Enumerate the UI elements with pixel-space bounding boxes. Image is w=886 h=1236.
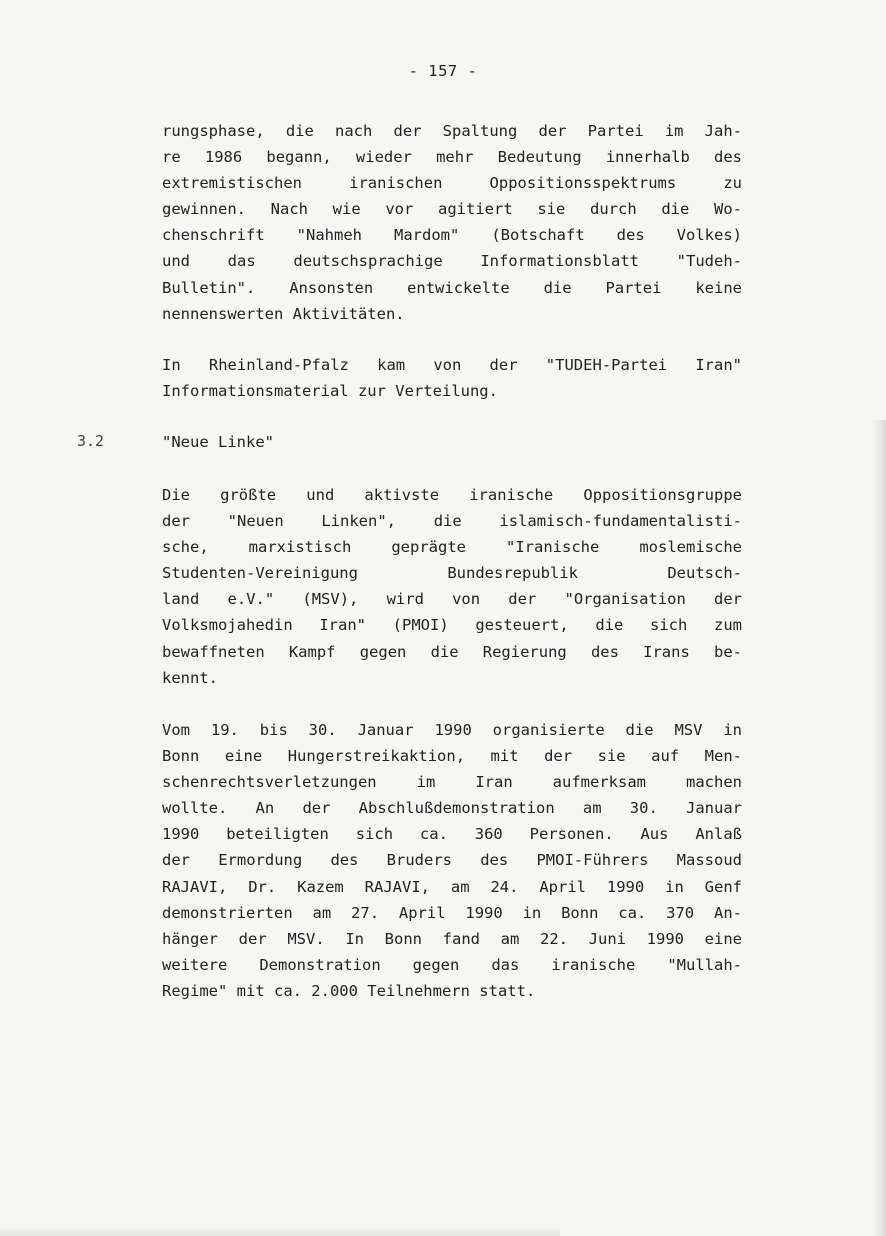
text-line: Regime" mit ca. 2.000 Teilnehmern statt.	[162, 981, 536, 1000]
text-line: Informationsmaterial zur Verteilung.	[162, 382, 498, 401]
text-line: wollte. An der Abschlußdemonstration am 30. Januar	[162, 799, 742, 818]
text-line: der "Neuen Linken", die islamisch-fundamentalisti-	[162, 512, 742, 531]
section-number: 3.2	[77, 432, 105, 450]
text-line: Die größte und aktivste iranische Oppositionsgruppe	[162, 486, 742, 504]
text-line: Bulletin". Ansonsten entwickelte die Partei keine	[162, 278, 742, 297]
text-line: schenrechtsverletzungen im Iran aufmerksam machen	[162, 773, 742, 792]
text-line: In Rheinland-Pfalz kam von der "TUDEH-Partei Iran"	[162, 356, 742, 374]
text-line: 1990 beteiligten sich ca. 360 Personen. Aus Anlaß	[162, 825, 742, 844]
text-line: gewinnen. Nach wie vor agitiert sie durch die Wo-	[162, 200, 742, 219]
text-line: Studenten-Vereinigung Bundesrepublik Deutsch-	[162, 564, 742, 583]
text-line: rungsphase, die nach der Spaltung der Partei im Jah-	[162, 122, 742, 140]
paragraph-rheinland-pfalz	[162, 352, 742, 404]
page-bottom-shadow	[0, 1226, 560, 1236]
text-line: Vom 19. bis 30. Januar 1990 organisierte die MSV in	[162, 721, 742, 739]
text-line: demonstrierten am 27. April 1990 in Bonn ca. 370 An-	[162, 903, 742, 922]
text-line: bewaffneten Kampf gegen die Regierung des Irans be-	[162, 642, 742, 661]
text-line: der Ermordung des Bruders des PMOI-Führers Massoud	[162, 851, 742, 870]
paragraph-neue-linke	[162, 482, 742, 691]
text-line: re 1986 begann, wieder mehr Bedeutung innerhalb des	[162, 148, 742, 167]
text-line: sche, marxistisch geprägte "Iranische moslemische	[162, 538, 742, 557]
text-line: weitere Demonstration gegen das iranische "Mullah-	[162, 955, 742, 974]
page-edge-shadow	[872, 420, 886, 1236]
text-line: nennenswerten Aktivitäten.	[162, 304, 405, 323]
text-line: RAJAVI, Dr. Kazem RAJAVI, am 24. April 1990 in Genf	[162, 877, 742, 896]
text-line: Bonn eine Hungerstreikaktion, mit der sie auf Men-	[162, 747, 742, 766]
paragraph-msv-events	[162, 717, 742, 1004]
page-number: - 157 -	[408, 62, 478, 80]
text-line: und das deutschsprachige Informationsblatt "Tudeh-	[162, 252, 742, 271]
text-line: Volksmojahedin Iran" (PMOI) gesteuert, die sich zum	[162, 616, 742, 635]
text-line: kennt.	[162, 668, 218, 687]
text-line: land e.V." (MSV), wird von der "Organisation der	[162, 590, 742, 609]
section-title: "Neue Linke"	[162, 433, 274, 451]
text-line: extremistischen iranischen Oppositionsspektrums zu	[162, 174, 742, 193]
text-line: chenschrift "Nahmeh Mardom" (Botschaft des Volkes)	[162, 226, 742, 245]
paragraph-tudeh-activities	[162, 118, 742, 327]
text-line: hänger der MSV. In Bonn fand am 22. Juni 1990 eine	[162, 929, 742, 948]
